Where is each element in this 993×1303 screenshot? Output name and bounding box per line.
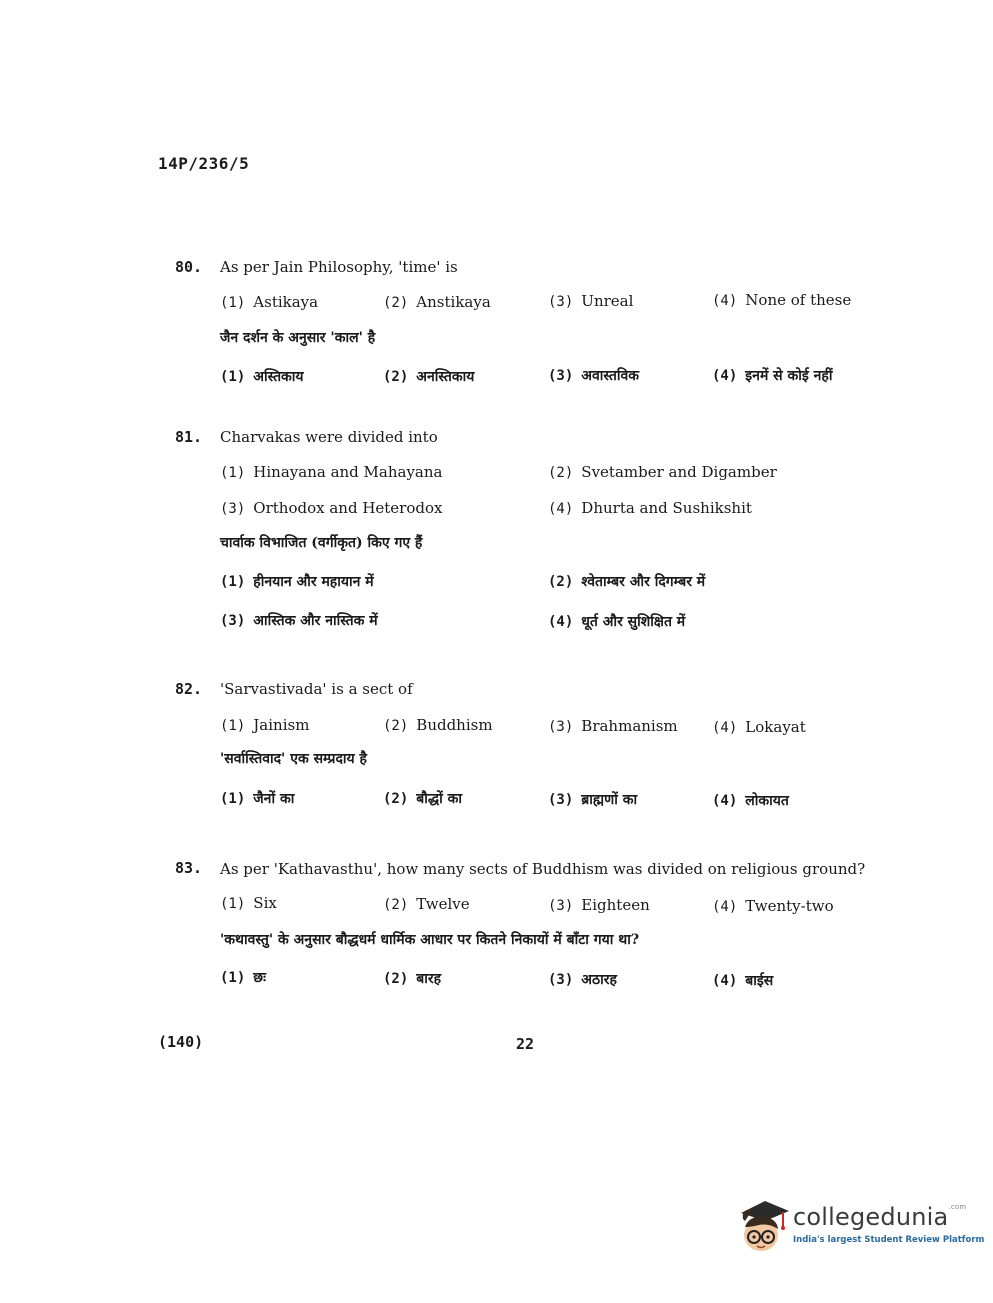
option-hi: (4) धूर्त और सुशिक्षित में (548, 614, 686, 630)
option-hi: (1) छः (220, 970, 266, 986)
option-hi: (2) अनस्तिकाय (383, 369, 475, 385)
question-text-hi: चार्वाक विभाजित (वर्गीकृत) किए गए हैं (220, 535, 423, 551)
question-text-hi: 'कथावस्तु' के अनुसार बौद्धधर्म धार्मिक आधार पर कितने निकायों में बाँटा गया था? (220, 932, 640, 948)
option-hi: (2) श्वेताम्बर और दिगम्बर में (548, 574, 706, 590)
option-en: (4) Twenty-two (712, 897, 834, 915)
booklet-code: (140) (158, 1033, 204, 1051)
option-hi: (4) इनमें से कोई नहीं (712, 368, 833, 384)
option-en: (2) Buddhism (383, 716, 493, 734)
option-en: (2) Twelve (383, 895, 470, 913)
logo-name: collegedunia$^{.com}$ (793, 1203, 967, 1231)
option-en: (4) Lokayat (712, 718, 806, 736)
question-text-en: As per 'Kathavasthu', how many sects of Buddhism was divided on religious ground? (220, 860, 866, 878)
option-en: (3) Unreal (548, 292, 634, 310)
option-hi: (4) लोकायत (712, 793, 789, 809)
question-number: 81. (175, 428, 203, 446)
option-en: (3) Orthodox and Heterodox (220, 499, 443, 517)
option-hi: (2) बारह (383, 971, 442, 987)
option-en: (3) Brahmanism (548, 717, 678, 735)
option-en: (2) Anstikaya (383, 293, 491, 311)
question-text-en: Charvakas were divided into (220, 428, 438, 446)
student-mascot-icon (735, 1197, 791, 1257)
question-number: 83. (175, 859, 203, 877)
page-code: 14P/236/5 (158, 154, 250, 173)
logo-tagline: India's largest Student Review Platform (793, 1235, 985, 1245)
option-hi: (2) बौद्धों का (383, 791, 462, 807)
question-text-en: 'Sarvastivada' is a sect of (220, 680, 413, 698)
question-number: 80. (175, 258, 203, 276)
question-text-hi: जैन दर्शन के अनुसार 'काल' है (220, 330, 376, 346)
option-hi: (3) अठारह (548, 972, 617, 988)
option-hi: (3) अवास्तविक (548, 368, 639, 384)
option-hi: (3) आस्तिक और नास्तिक में (220, 613, 378, 629)
option-en: (4) None of these (712, 291, 852, 309)
option-en: (4) Dhurta and Sushikshit (548, 499, 752, 517)
question-text-hi: 'सर्वास्तिवाद' एक सम्प्रदाय है (220, 751, 367, 767)
option-hi: (1) जैनों का (220, 791, 295, 807)
option-hi: (1) अस्तिकाय (220, 369, 304, 385)
option-en: (2) Svetamber and Digamber (548, 463, 777, 481)
option-hi: (1) हीनयान और महायान में (220, 574, 374, 590)
option-hi: (3) ब्राह्मणों का (548, 792, 638, 808)
page-number: 22 (516, 1035, 535, 1053)
question-text-en: As per Jain Philosophy, 'time' is (220, 258, 458, 276)
option-en: (3) Eighteen (548, 896, 650, 914)
option-en: (1) Hinayana and Mahayana (220, 463, 443, 481)
question-number: 82. (175, 680, 203, 698)
option-en: (1) Astikaya (220, 293, 319, 311)
option-en: (1) Jainism (220, 716, 310, 734)
collegedunia-logo (735, 1197, 985, 1257)
option-en: (1) Six (220, 894, 277, 912)
option-hi: (4) बाईस (712, 973, 774, 989)
